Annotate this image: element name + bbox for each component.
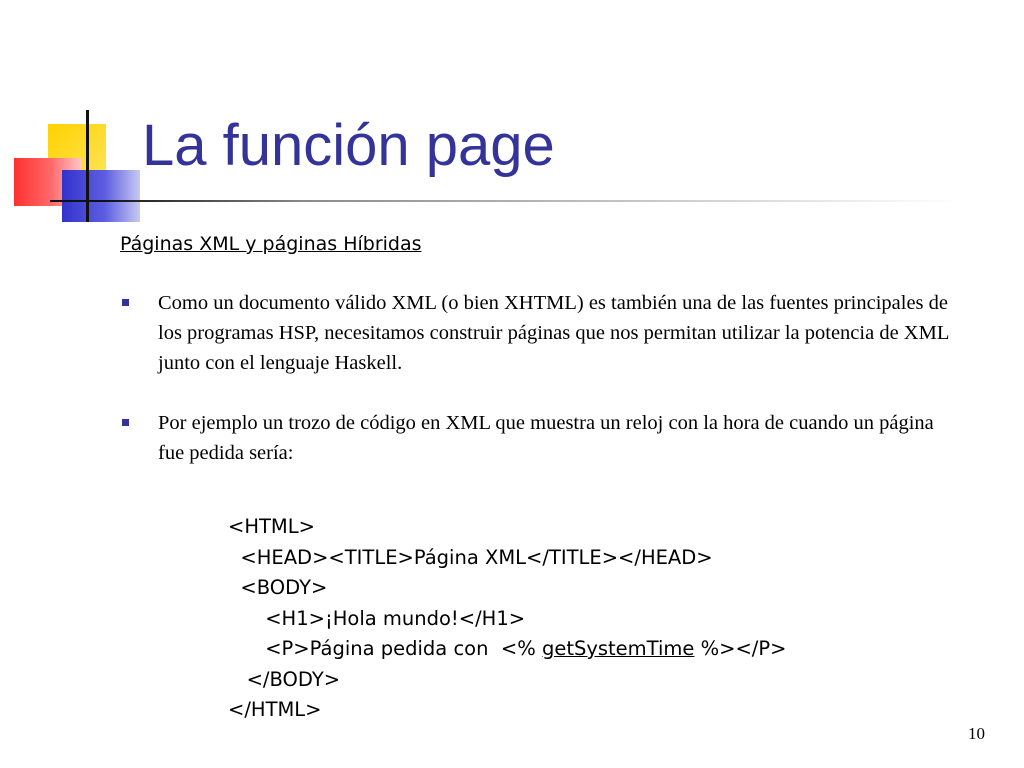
- title-divider: [50, 200, 960, 202]
- code-line-suffix: %></P>: [694, 637, 787, 660]
- section-subtitle: Páginas XML y páginas Híbridas: [120, 233, 422, 255]
- code-line: <H1>¡Hola mundo!</H1>: [228, 606, 526, 630]
- code-line-with-highlight: [228, 634, 786, 665]
- bullet-square-icon: [122, 419, 129, 426]
- code-block: [228, 512, 786, 726]
- bullet-text: Como un documento válido XML (o bien XHTML) es también una de las fuentes principales de los programas HSP, necesitamos construir páginas que nos permitan utilizar la potencia de XML junto con el lenguaje Haskell.: [158, 292, 949, 374]
- code-line: <HTML>: [228, 515, 315, 538]
- decorative-logo: [0, 0, 140, 230]
- bullet-item: [120, 288, 960, 378]
- code-line: </BODY>: [228, 667, 341, 691]
- code-line: <BODY>: [228, 576, 328, 599]
- code-line: </HTML>: [228, 698, 322, 721]
- bullet-list: [120, 288, 960, 468]
- slide-title: La función page: [142, 113, 555, 178]
- logo-blue-square: [62, 170, 140, 222]
- bullet-text: Por ejemplo un trozo de código en XML que muestra un reloj con la hora de cuando un página fue pedida sería:: [158, 412, 934, 464]
- code-line: <HEAD><TITLE>Página XML</TITLE></HEAD>: [228, 545, 713, 569]
- bullet-item: [120, 408, 960, 468]
- code-highlight-function: getSystemTime: [541, 637, 695, 660]
- page-number: 10: [968, 724, 985, 743]
- bullet-square-icon: [122, 299, 129, 306]
- code-line-prefix: <P>Página pedida con <%: [228, 637, 542, 660]
- logo-vertical-line: [86, 110, 89, 222]
